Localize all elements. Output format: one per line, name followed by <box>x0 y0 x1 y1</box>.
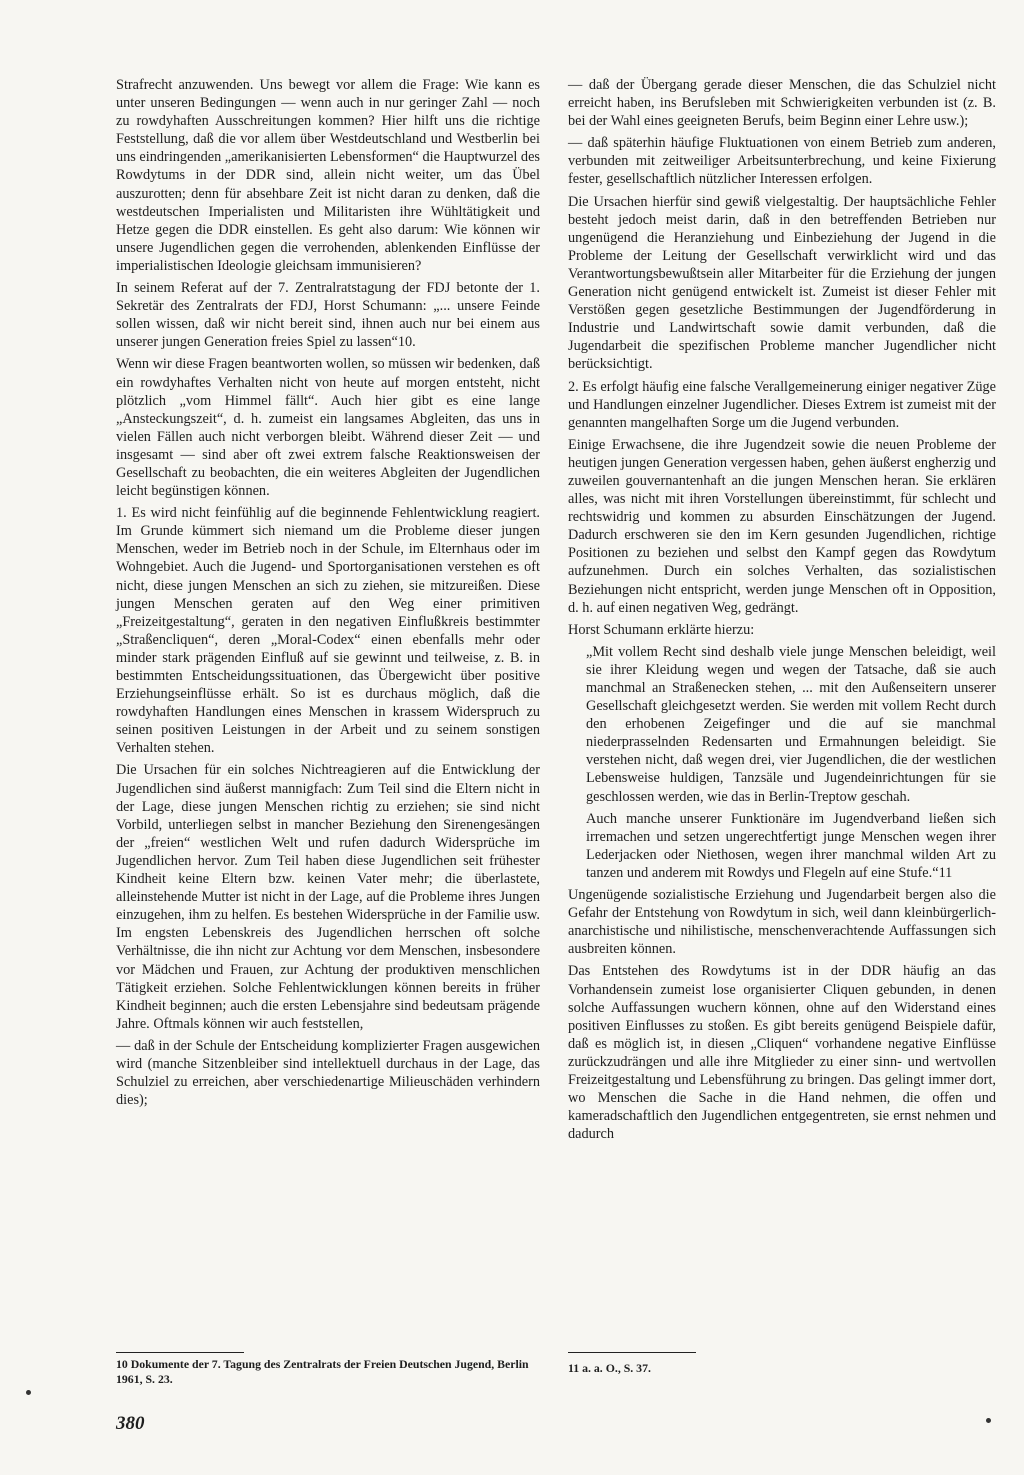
block-quote: „Mit vollem Recht sind deshalb viele junge Menschen beleidigt, weil sie ihrer Kleidung wegen und wegen der Tatsache, daß sie auch manchmal an Straßenecken stehen, ... mit den Außenseitern unserer Gesellschaft gleichgesetzt werden. Sie werden mit vollem Recht durch den erhobenen Zeigefinger und die auf sie manchmal niederprasselnden Redensarten und Ermahnungen beleidigt. Sie verstehen nicht, daß wegen drei, vier Jugendlichen, die der westlichen Lebensweise huldigen, Tanzsäle und Jugendeinrichtungen für sie geschlossen werden, wie das in Berlin-Treptow geschah. <box>586 643 996 805</box>
paragraph: Ungenügende sozialistische Erziehung und Jugendarbeit bergen also die Gefahr der Entstehung von Rowdytum in sich, weil dann kleinbürgerlich-anarchistische und nihilistische, menschenverachtende Auffassungen sich ausbreiten können. <box>568 887 996 958</box>
paragraph: Horst Schumann erklärte hierzu: <box>568 621 755 638</box>
right-column <box>568 76 996 1147</box>
paragraph: 2. Es erfolgt häufig eine falsche Verallgemeinerung einiger negativer Züge und Handlungen einzelner Jugendlicher. Dieses Extrem ist zumeist mit der genannten mangelhaften Sorge um die Jugend verbunden. <box>568 378 996 431</box>
scan-speck <box>26 1390 31 1395</box>
block-quote: Auch manche unserer Funktionäre im Jugendverband ließen sich irremachen und setzen ungerechtfertigt junge Menschen wegen ihrer Lederjacken oder Niethosen, wegen ihrer manchmal wilden Art zu tanzen und anderem mit Rowdys und Flegeln auf eine Stufe.“11 <box>586 810 996 881</box>
paragraph: Strafrecht anzuwenden. Uns bewegt vor allem die Frage: Wie kann es unter unseren Bedingungen — wenn auch in nur geringer Zahl — noch zu rowdyhaften Ausschreitungen kommen? Hier hilft uns die richtige Feststellung, daß die vor allem über Westdeutschland und Westberlin bei uns eindringenden „amerikanisierten Lebensformen“ die Hauptwurzel des Rowdytums in der DDR sind, allein nicht weiter, um das Übel auszurotten; denn für absehbare Zeit ist nicht daran zu denken, daß die westdeutschen Imperialisten und Militaristen ihre Wühltätigkeit und Hetze gegen die DDR einstellen. Es geht also darum: Wie können wir unsere Jugendlichen gegen die verrohenden, ablenkenden Einflüsse der imperialistischen Ideologie gleichsam immunisieren? <box>116 77 540 274</box>
footnote-divider <box>116 1352 244 1353</box>
footnote-10: 10 Dokumente der 7. Tagung des Zentralrats der Freien Deutschen Jugend, Berlin 1961, S. 23. <box>116 1357 529 1386</box>
paragraph: Die Ursachen für ein solches Nichtreagieren auf die Entwicklung der Jugendlichen sind äußerst mannigfach: Zum Teil sind die Eltern nicht in der Lage, diese jungen Menschen richtig zu erziehen; sie sind nicht Vorbild, unterliegen selbst in mancher Beziehung den Sirenengesängen der „freien“ westlichen Welt und rufen dadurch Widersprüche im Jugendlichen hervor. Zum Teil haben diese Jugendlichen seit frühester Kindheit keine Eltern bzw. keinen Vater mehr; die überlastete, alleinstehende Mutter ist nicht in der Lage, auf die Probleme ihres Jungen einzugehen, ihm zu helfen. Es bestehen Widersprüche in der Familie usw. Im engsten Lebenskreis des Jugendlichen herrschen oft solche Verhältnisse, die ihn nicht zur Achtung vor dem Menschen, insbesondere vor Mädchen und Frauen, zur Achtung der produktiven menschlichen Tätigkeit erziehen. Solche Fehlentwicklungen können bereits in früher Kindheit beginnen; auch die ersten Lebensjahre sind bedeutsam prägende Jahre. Oftmals können wir auch feststellen, <box>116 762 540 1032</box>
left-column <box>116 76 540 1113</box>
paragraph: Einige Erwachsene, die ihre Jugendzeit sowie die neuen Probleme der heutigen jungen Generation vergessen haben, gehen äußerst engherzig und zuweilen gouvernantenhaft an die jungen Menschen heran. Sie erklären alles, was nicht mit ihren Vorstellungen übereinstimmt, für schlecht und rechtswidrig und kommen zu absurden Einschätzungen der Jugend. Dadurch erschweren sie den im Kern gesunden Jugendlichen, richtige Positionen zu beziehen und selbst den Kampf gegen das Rowdytum aufzunehmen. Durch ein solches Verhalten, das sozialistischen Beziehungen nicht entspricht, werden junge Menschen oft in Opposition, d. h. auf einen negativen Weg, gedrängt. <box>568 436 996 616</box>
paragraph: Die Ursachen hierfür sind gewiß vielgestaltig. Der hauptsächliche Fehler besteht jedoch meist darin, daß in den betreffenden Betrieben nur ungenügend die Heranziehung und Einbeziehung der Jugend in die Probleme der Leitung der Gesellschaft verwirklicht wird und das Verantwortungsbewußtsein aller Mitarbeiter für die Erziehung der jungen Generation nicht genügend entwickelt ist. Zumeist ist dieser Fehler mit Verstößen gegen gesetzliche Bestimmungen der Jugendförderung in Industrie und Landwirtschaft sowie damit verbunden, daß die Jugendarbeit die spezifischen Probleme mancher Jugendlicher nicht berücksichtigt. <box>568 193 996 373</box>
paragraph: Wenn wir diese Fragen beantworten wollen, so müssen wir bedenken, daß ein rowdyhaftes Verhalten nicht von heute auf morgen entsteht, nicht plötzlich „vom Himmel fällt“. Auch hier gibt es eine lange „Ansteckungszeit“, d. h. zumeist ein langsames Abgleiten, das uns in vielen Fällen auch nicht verborgen bleibt. Während dieser Zeit — und insgesamt — sind aber oft zwei extrem falsche Reaktionsweisen der Gesellschaft zu beobachten, die ein weiteres Abgleiten der Jugendlichen leicht begünstigen können. <box>116 356 540 500</box>
footnote-11: 11 a. a. O., S. 37. <box>568 1361 651 1375</box>
paragraph: 1. Es wird nicht feinfühlig auf die beginnende Fehlentwicklung reagiert. Im Grunde kümmert sich niemand um die Probleme dieser jungen Menschen, weder im Betrieb noch in der Schule, im Elternhaus oder im Wohngebiet. Auch die Jugend- und Sportorganisationen verstehen es oft nicht, diese jungen Menschen an sich zu ziehen, sie mitzureißen. Diese jungen Menschen geraten auf den Weg einer primitiven „Freizeitgestaltung“, geraten in den negativen Einflußkreis bestimmter „Straßencliquen“, deren „Moral-Codex“ einen ebenfalls mehr oder minder stark prägenden Einfluß auf sie gewinnt und teilweise, z. B. in bestimmten Entscheidungssituationen, das Übergewicht über positive Erziehungseinflüsse erhält. So ist es durchaus möglich, daß die rowdyhaften Handlungen eines Menschen in krassem Widerspruch zu seinen positiven Leistungen in der Arbeit und zu seinem sonstigen Verhalten stehen. <box>116 505 540 757</box>
paragraph: In seinem Referat auf der 7. Zentralratstagung der FDJ betonte der 1. Sekretär des Zentralrats der FDJ, Horst Schumann: „... unsere Feinde sollen wissen, daß wir nicht bereit sind, ihnen auch nur bei einem aus unserer jungen Generation freies Spiel zu lassen“10. <box>116 280 540 351</box>
paragraph: Das Entstehen des Rowdytums ist in der DDR häufig an das Vorhandensein zumeist lose organisierter Cliquen gebunden, in denen solche Auffassungen wuchern können, ohne auf den Widerstand eines positiven Einflusses zu stoßen. Es gibt bereits genügend Beispiele dafür, daß es möglich ist, in diesen „Cliquen“ vorhandene negative Einflüsse zurückzudrängen und alle ihre Mitglieder zu einer sinn- und wertvollen Freizeitgestaltung und Lebensführung zu bringen. Das gelingt immer dort, wo Menschen die Sache in die Hand nehmen, die offen und kameradschaftlich den Jugendlichen entgegentreten, sie ernst nehmen und dadurch <box>568 963 996 1143</box>
footnote-divider <box>568 1352 696 1353</box>
paragraph: — daß in der Schule der Entscheidung komplizierter Fragen ausgewichen wird (manche Sitzenbleiber sind intellektuell durchaus in der Lage, das Schulziel zu erreichen, aber verschiedenartige Milieuschäden verhindern dies); <box>116 1037 540 1109</box>
paragraph: — daß späterhin häufige Fluktuationen von einem Betrieb zum anderen, verbunden mit zeitweiliger Arbeitsunterbrechung, und keine Fixierung fester, gesellschaftlich nützlicher Interessen erfolgen. <box>568 135 996 188</box>
page-number: 380 <box>116 1413 145 1434</box>
scan-speck <box>986 1418 991 1423</box>
paragraph: — daß der Übergang gerade dieser Menschen, die das Schulziel nicht erreicht haben, ins Berufsleben mit Schwierigkeiten verbunden ist (z. B. bei der Wahl eines geeigneten Berufs, beim Beginn einer Lehre usw.); <box>568 77 996 130</box>
